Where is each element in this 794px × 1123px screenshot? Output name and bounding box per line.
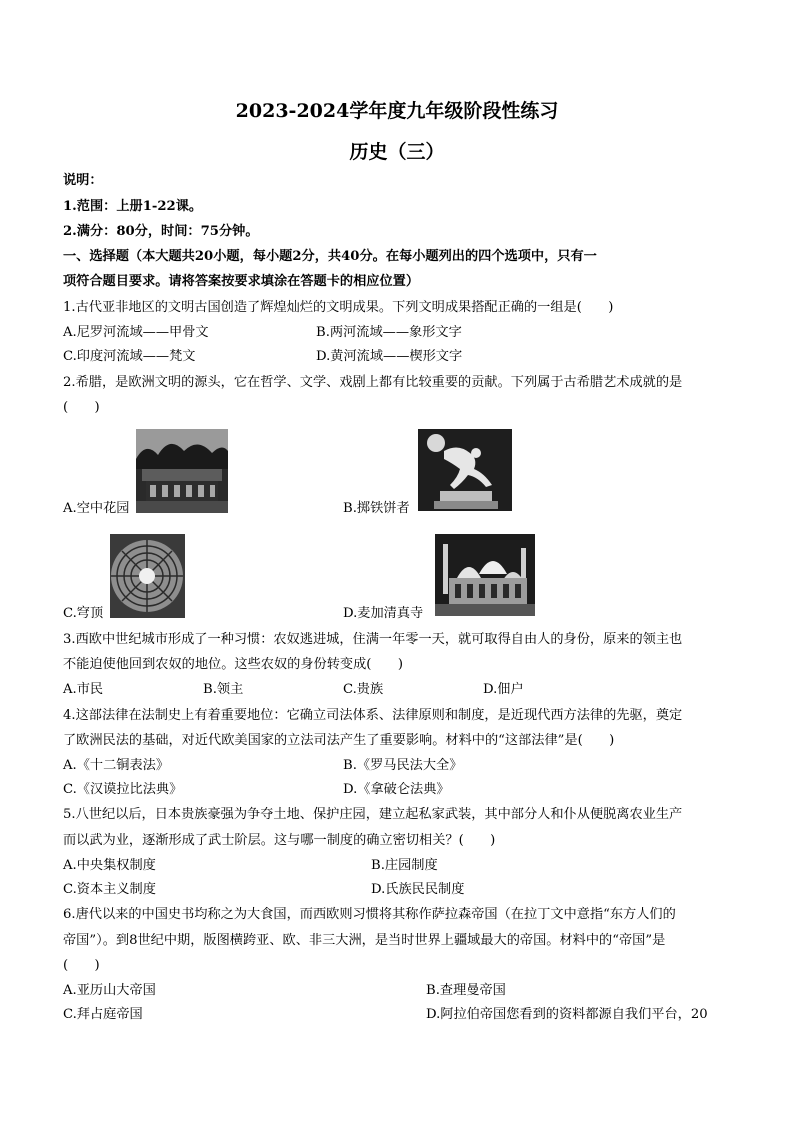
question-4-stem-cont: 了欧洲民法的基础，对近代欧美国家的立法司法产生了重要影响。材料中的“这部法律”是( ): [63, 733, 615, 748]
page-title: 2023-2024学年度九年级阶段性练习: [235, 100, 559, 122]
q3-option-a: A.市民: [63, 682, 104, 697]
q2-option-d: D.麦加清真寺: [343, 606, 424, 621]
notes-label: 说明：: [63, 173, 103, 188]
q5-option-c: C.资本主义制度: [63, 882, 156, 897]
question-3-stem-cont: 不能迫使他回到农奴的地位。这些农奴的身份转变成( ): [63, 657, 403, 672]
section-heading-cont: 项符合题目要求。请将答案按要求填涂在答题卡的相应位置）: [63, 274, 420, 289]
q3-option-d: D.佃户: [483, 682, 524, 697]
q1-option-b: B.两河流域——象形文字: [316, 325, 462, 340]
q6-option-d: D.阿拉伯帝国您看到的资料都源自我们平台，20: [426, 1007, 708, 1022]
discobolus-statue-image: [418, 429, 512, 511]
q4-option-a: A.《十二铜表法》: [63, 758, 170, 773]
question-6-stem-cont2: ( ): [63, 958, 100, 973]
question-4-stem: 4.这部法律在法制史上有着重要地位：它确立司法体系、法律原则和制度，是近现代西方法律的先驱，奠定: [63, 708, 683, 723]
q6-option-c: C.拜占庭帝国: [63, 1007, 143, 1022]
q4-option-b: B.《罗马民法大全》: [343, 758, 463, 773]
section-heading: 一、选择题（本大题共20小题，每小题2分，共40分。在每小题列出的四个选项中，只有一: [63, 249, 597, 264]
q5-option-d: D.氏族民民制度: [371, 882, 465, 897]
q1-option-d: D.黄河流域——楔形文字: [316, 349, 463, 364]
question-1-stem: 1.古代亚非地区的文明古国创造了辉煌灿烂的文明成果。下列文明成果搭配正确的一组是( ): [63, 300, 614, 315]
mecca-mosque-image: [435, 534, 535, 616]
question-6-stem: 6.唐代以来的中国史书均称之为大食国，而西欧则习惯将其称作萨拉森帝国（在拉丁文中意指“东方人们的: [63, 907, 676, 922]
q3-option-b: B.领主: [203, 682, 244, 697]
question-2-stem-cont: ( ): [63, 400, 100, 415]
q4-option-d: D.《拿破仑法典》: [343, 782, 450, 797]
question-5-stem: 5.八世纪以后，日本贵族豪强为争夺土地、保护庄园，建立起私家武装，其中部分人和仆从便脱离农业生产: [63, 807, 683, 822]
q1-option-a: A.尼罗河流域——甲骨文: [63, 325, 209, 340]
notes-item-range: 1.范围：上册1-22课。: [63, 199, 203, 214]
question-6-stem-cont: 帝国”）。到8世纪中期，版图横跨亚、欧、非三大洲，是当时世界上疆域最大的帝国。材料中的“帝国”是: [63, 933, 666, 948]
q5-option-a: A.中央集权制度: [63, 858, 156, 873]
question-3-stem: 3.西欧中世纪城市形成了一种习惯：农奴逃进城，住满一年零一天，就可取得自由人的身份，原来的领主也: [63, 632, 683, 647]
hanging-gardens-image: [136, 429, 228, 513]
q6-option-a: A.亚历山大帝国: [63, 983, 156, 998]
q4-option-c: C.《汉谟拉比法典》: [63, 782, 183, 797]
q2-option-c: C.穹顶: [63, 606, 104, 621]
q3-option-c: C.贵族: [343, 682, 384, 697]
question-5-stem-cont: 而以武为业，逐渐形成了武士阶层。这与哪一制度的确立密切相关？( ): [63, 833, 496, 848]
q6-option-b: B.查理曼帝国: [426, 983, 506, 998]
question-2-stem: 2.希腊，是欧洲文明的源头，它在哲学、文学、戏剧上都有比较重要的贡献。下列属于古希腊艺术成就的是: [63, 375, 683, 390]
page-subtitle: 历史（三）: [349, 141, 445, 163]
q1-option-c: C.印度河流域——梵文: [63, 349, 196, 364]
pantheon-dome-image: [110, 534, 185, 618]
notes-item-score: 2.满分：80分，时间：75分钟。: [63, 224, 259, 239]
q2-option-a: A.空中花园: [63, 501, 130, 516]
q2-option-b: B.掷铁饼者: [343, 501, 410, 516]
q5-option-b: B.庄园制度: [371, 858, 438, 873]
